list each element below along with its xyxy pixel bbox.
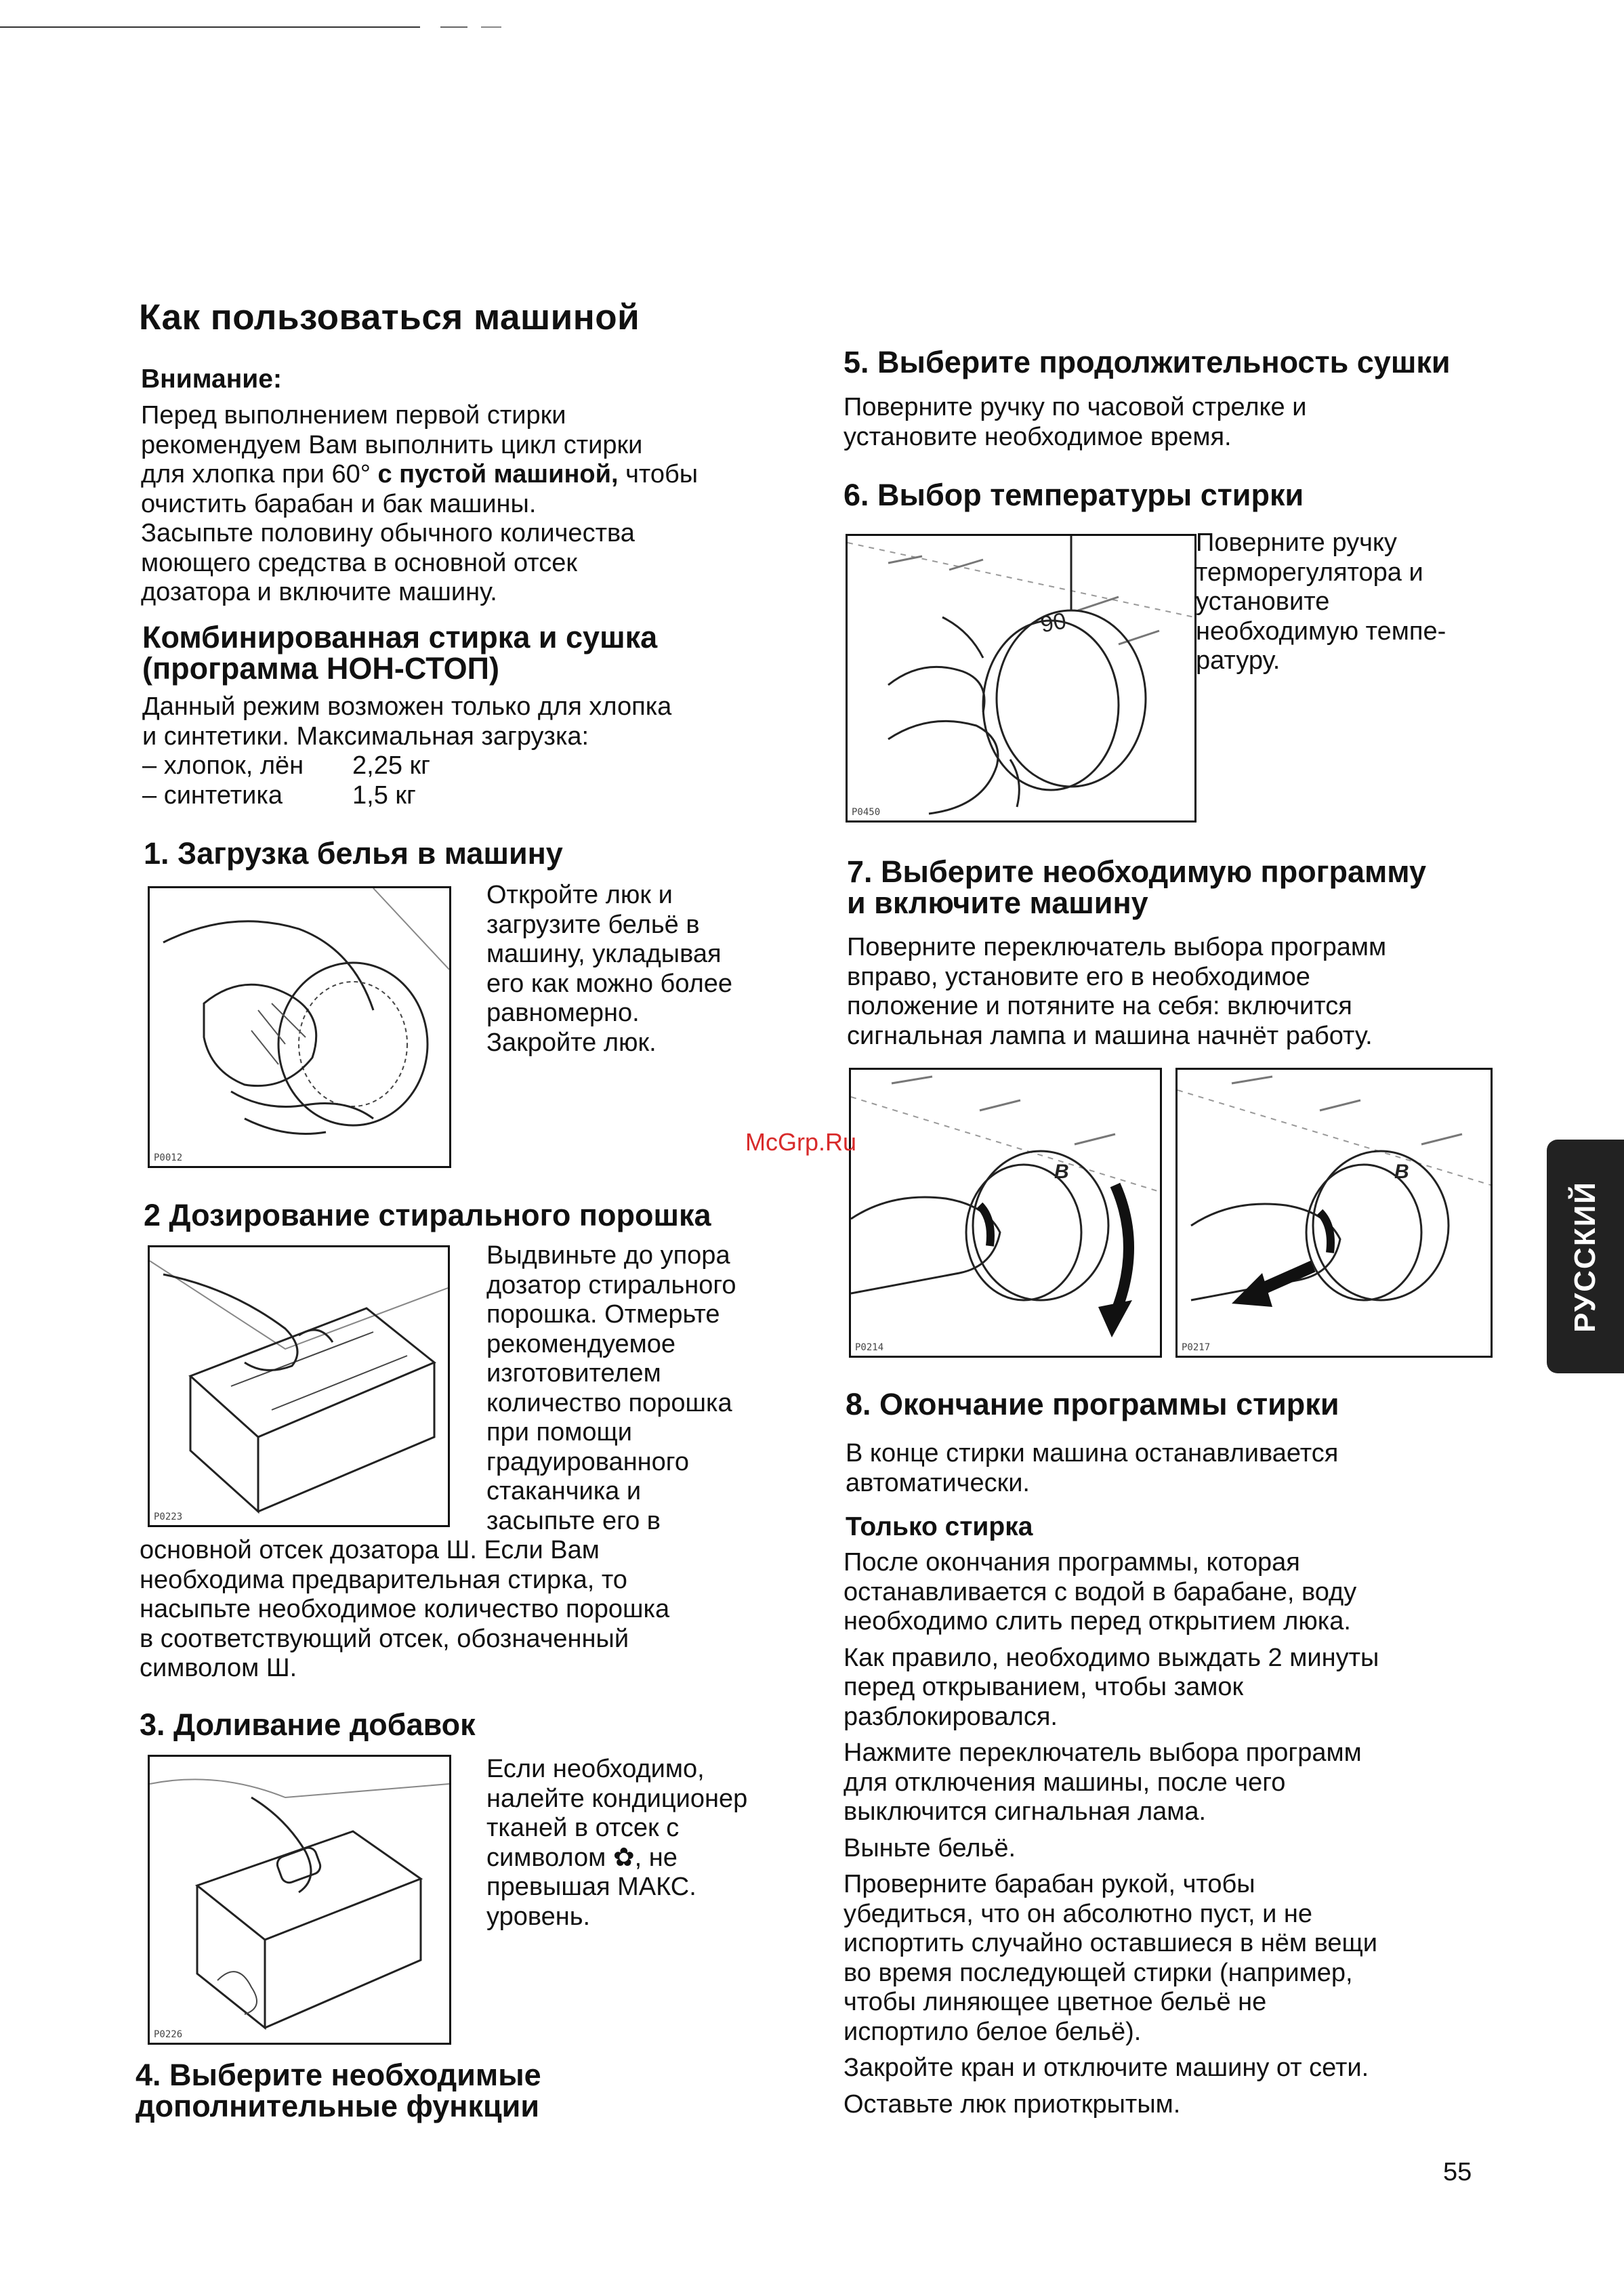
figure-loading-laundry: P0012 — [148, 886, 451, 1168]
watermark: McGrp.Ru — [745, 1128, 857, 1156]
language-tab: РУССКИЙ — [1547, 1140, 1624, 1373]
combined-section — [142, 622, 820, 810]
knob-label: B — [1054, 1161, 1069, 1183]
figure-program-knob-turn: B P0214 — [849, 1068, 1162, 1358]
page-number: 55 — [1443, 2158, 1472, 2186]
detergent-drawer-illustration — [150, 1247, 448, 1525]
prewash-compartment-symbol-icon: Ш — [266, 1654, 290, 1682]
load-row: – синтетика 1,5 кг — [142, 780, 416, 810]
step1-heading: 1. Загрузка белья в машину — [144, 836, 563, 871]
dial-temperature-label: 90 — [1038, 608, 1068, 638]
combined-text: Данный режим возможен только для хлопка и синтетики. Максимальная загрузка: – хлопок, лён 2,25 кг – синтетика 1,5 кг — [142, 692, 820, 810]
figure-program-knob-pull: B P0217 — [1175, 1068, 1493, 1358]
figure-additive-drawer: P0226 — [148, 1755, 451, 2045]
temperature-dial-illustration — [848, 536, 1194, 820]
step4-heading: 4. Выберите необходимые дополнительные функции — [136, 2058, 541, 2123]
load-row: – хлопок, лён 2,25 кг — [142, 751, 431, 780]
attention-section — [141, 365, 812, 608]
top-rule — [0, 26, 508, 28]
laundry-drum-illustration — [150, 888, 449, 1166]
softener-flower-icon: ✿ — [612, 1843, 635, 1872]
attention-text: Перед выполнением первой стирки рекомендуем Вам выполнить цикл стирки для хлопка при 60° с пустой машиной, чтобы очистить барабан и бак машины. Засыпьте половину обычного количества моющего средства в основной отсек дозатора и включите машину. — [141, 401, 699, 606]
knob-turn-right-illustration — [851, 1070, 1160, 1356]
step6-heading: 6. Выбор температуры стирки — [844, 478, 1304, 512]
step2-heading: 2 Дозирование стирального порошка — [144, 1198, 711, 1232]
figure-detergent-drawer: P0223 — [148, 1245, 450, 1527]
step1-text: Откройте люк и загрузите бельё в машину, укладывая его как можно более равномерно. Закройте люк. — [486, 881, 733, 1057]
wash-only-subheading: Только стирка — [846, 1512, 1033, 1541]
step2-text-bottom: основной отсек дозатора Ш. Если Вам необходима предварительная стирка, то насыпьте необходимое количество порошка в соответствующий отсек, обозначенный символом Ш. — [140, 1536, 670, 1682]
knob-label: B — [1394, 1161, 1409, 1183]
step5-text: Поверните ручку по часовой стрелке и установите необходимое время. — [844, 393, 1307, 451]
main-compartment-symbol-icon: Ш — [446, 1536, 470, 1564]
additive-drawer-illustration — [150, 1757, 449, 2043]
step7-heading: 7. Выберите необходимую программу и включите машину — [847, 854, 1426, 920]
page-title: Как пользоваться машиной — [139, 297, 640, 337]
step7-text: Поверните переключатель выбора программ вправо, установите его в необходимое положение и потяните на себя: включится сигнальная лампа и машина начнёт работу. — [847, 933, 1387, 1050]
figure-temperature-dial: 90 P0450 — [846, 534, 1196, 823]
step8-text: В конце стирки машина останавливается автоматически. — [846, 1439, 1339, 1497]
knob-pull-illustration — [1178, 1070, 1491, 1356]
step3-heading: 3. Доливание добавок — [140, 1707, 476, 1742]
step3-text: Если необходимо, налейте кондиционер тканей в отсек с символом ✿, не превышая МАКС. уровень. — [486, 1755, 748, 1931]
step6-text: Поверните ручку терморегулятора и установите необходимую темпе- ратуру. — [1196, 528, 1446, 675]
step2-text-right: Выдвиньте до упора дозатор стирального порошка. Отмерьте рекомендуемое изготовителем количество порошка при помощи градуированного стаканчика и засыпьте его в — [486, 1241, 736, 1535]
attention-heading: Внимание: — [141, 365, 282, 394]
step8-heading: 8. Окончание программы стирки — [846, 1387, 1339, 1421]
combined-heading: Комбинированная стирка и сушка (программа НОН-СТОП) — [142, 620, 658, 686]
wash-only-text: После окончания программы, которая останавливается с водой в барабане, воду необходимо слить перед открытием люка. Как правило, необходимо выждать 2 минуты перед открыванием, чтобы замок разблокировался. Нажмите переключатель выбора программ для отключения машины, после чего выключится сигнальная лама. Выньте бельё. Проверните барабан рукой, чтобы убедиться, что он абсолютно пуст, и не испортить случайно оставшиеся в нём вещи во время последующей стирки (например, чтобы линяющее цветное бельё не испортило белое бельё). Закройте кран и отключите машину от сети. Оставьте люк приоткрытым. — [844, 1548, 1379, 2119]
step5-heading: 5. Выберите продолжительность сушки — [844, 345, 1451, 379]
